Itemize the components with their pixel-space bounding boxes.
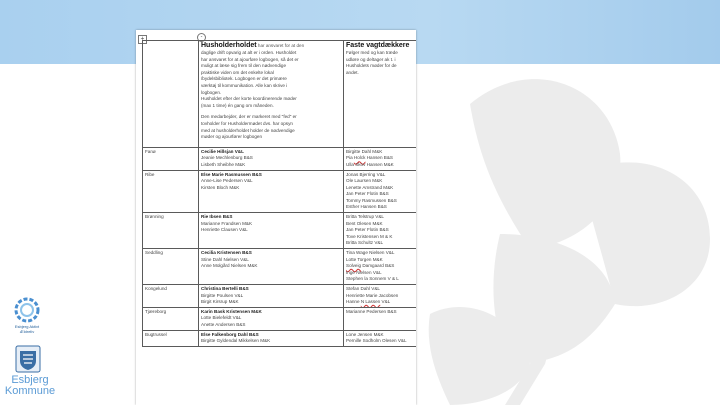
name-part: Hansen B&S <box>365 155 394 161</box>
name-part: Britta Telstrup V&L <box>346 214 384 220</box>
name-part: Tina Wage Nielsen V&L <box>346 250 395 256</box>
subs-cell <box>344 213 417 249</box>
text-line: /bydelsbibliotek. Logbogen er det primære <box>201 76 287 82</box>
table-row <box>143 170 417 213</box>
name-part: Jonas Bjerring V&L <box>346 171 386 177</box>
logo-caption: Esbjerg Aktivt Ældreliv <box>14 324 40 334</box>
subs-cell <box>344 249 417 285</box>
holder-name: Marianne Frandsen M&K <box>201 220 253 226</box>
table-row <box>143 249 417 285</box>
name-part: Damgaard B&S <box>361 263 395 269</box>
text-line: med at husholderholdet holder de nødvendige <box>201 127 295 133</box>
location-cell <box>143 170 199 213</box>
table-row <box>143 147 417 170</box>
table-row <box>143 307 417 330</box>
spellcheck-flagged-word: Solveig <box>346 263 362 269</box>
location-name: Seddling <box>145 250 163 256</box>
subs-cell <box>344 147 417 170</box>
substitute-name <box>346 250 416 257</box>
holders-cell <box>199 285 344 308</box>
name-part: Stephen la Sonnem V & L <box>346 276 399 282</box>
name-part: Jan Peter Flotin B&S <box>346 191 389 197</box>
substitute-name <box>346 214 416 221</box>
text-line: værktøj til kommunikation. Alle kan skrive i <box>201 82 288 88</box>
table-header-row <box>143 41 417 148</box>
text-line: muligt at læse sig frem til den nødvendige <box>201 63 287 69</box>
substitute-name <box>346 204 416 211</box>
subs-cell <box>344 170 417 213</box>
holder-name: Jeanie Mechlenburg B&S <box>201 155 253 161</box>
name-part: Stefan Dahl V&L <box>346 286 380 291</box>
substitute-name <box>346 178 416 185</box>
header-left-title: Husholderholdet <box>201 42 257 49</box>
text-line: møder og ajourfører logbogen <box>201 134 263 140</box>
schedule-table <box>142 40 416 347</box>
name-part: Henriette Marie Jacobsen <box>346 292 399 298</box>
text-line: udløre og deltager ak t. i <box>346 56 396 62</box>
substitute-name <box>346 227 416 234</box>
substitute-name <box>346 293 416 300</box>
holder-name: Anne-Lise Pedersen V&L <box>201 178 253 184</box>
name-part: Pernille Sodholm Olesen V&L <box>346 338 407 344</box>
location-name: Ribe <box>145 171 155 177</box>
municipality-name: Esbjerg Kommune <box>4 374 56 397</box>
holders-cell <box>199 249 344 285</box>
substitute-name <box>346 172 416 179</box>
holder-name: Anne Molgård Nielsen M&K <box>201 263 258 269</box>
location-cell <box>143 249 199 285</box>
holder-name: Birgit Kirsrup M&K <box>201 299 239 305</box>
holder-lead-name: Christina Bertelli B&S <box>201 286 249 291</box>
leaf-decoration-icon <box>410 64 720 405</box>
object-anchor-icon[interactable]: - <box>197 33 206 42</box>
header-right-title: Faste vagtdækkere <box>346 42 410 49</box>
substitute-name <box>346 162 416 169</box>
holder-lead-name: Else Falkenborg Dahl B&S <box>201 331 259 337</box>
holder-name: Birgitte Poulsen V&L <box>201 292 244 298</box>
holder-lead-name: Rie Ibsen B&S <box>201 214 233 220</box>
text-line: Husholdets møder for de <box>346 63 397 69</box>
substitute-name <box>346 240 416 247</box>
holder-lead-name: Cecilia Kristensen B&S <box>201 250 252 256</box>
text-line: (max 1 time) én gang om måneden. <box>201 102 274 108</box>
name-part: Ulla Skov Hansen M&K <box>346 161 394 167</box>
name-part: Lotte Torgen M&K <box>346 256 383 262</box>
name-part: Tove Kristensen M & K <box>346 233 393 239</box>
name-part: V&L <box>380 299 391 305</box>
substitute-name <box>346 149 416 156</box>
subs-cell <box>344 307 417 330</box>
name-part: Esther Hansen B&S <box>346 204 387 210</box>
substitute-name <box>346 155 416 162</box>
location-name: Brønning <box>145 214 164 220</box>
text-line: logbogen. <box>201 89 222 95</box>
header-left-cell <box>199 41 344 148</box>
holder-name: Kirsten Bloch M&K <box>201 184 240 190</box>
holder-name: Stine Dahl Nielsen V&L <box>201 256 249 262</box>
text-line: andet. <box>346 69 359 75</box>
holders-cell <box>199 213 344 249</box>
table-row <box>143 285 417 308</box>
text-line: praktiske viden om det enkelte lokal <box>201 69 274 75</box>
name-part: Britta Schultz V&L <box>346 240 384 246</box>
location-name: Kongelund <box>145 286 167 291</box>
location-cell <box>143 330 199 346</box>
location-cell <box>143 147 199 170</box>
substitute-name <box>346 263 416 270</box>
subs-cell <box>344 285 417 308</box>
name-part: Hanne <box>346 299 361 305</box>
spellcheck-flagged-word: Holck <box>353 155 366 161</box>
table-move-handle-icon[interactable]: + <box>138 35 147 44</box>
location-name: Fanø <box>145 148 156 154</box>
location-name: Bugtrussel <box>145 331 167 337</box>
municipality-crest-icon <box>15 345 41 373</box>
document-page <box>136 30 416 405</box>
substitute-name <box>346 185 416 192</box>
text-line: tovholder for Husholdermødet dvs. har opsyn <box>201 120 293 126</box>
location-cell <box>143 285 199 308</box>
substitute-name <box>346 276 416 283</box>
name-part: Marianne Pedersen B&S <box>346 308 397 314</box>
table-row <box>143 213 417 249</box>
spellcheck-flagged-word: N Lassen <box>360 299 381 305</box>
holder-lead-name: Karin Bask Kristensen M&K <box>201 308 262 314</box>
name-part: Ole Laursen M&K <box>346 178 383 184</box>
header-empty-cell <box>143 41 199 148</box>
substitute-name <box>346 270 416 277</box>
substitute-name <box>346 309 416 316</box>
substitute-name <box>346 332 416 339</box>
table-row <box>143 330 417 346</box>
text-line: daglige drift opvarig at alt er i orden. Husholdet <box>201 50 297 55</box>
text-line: Husholdet efter der korte koordinerende møder <box>201 96 297 102</box>
substitute-name <box>346 191 416 198</box>
substitute-name <box>346 338 416 345</box>
substitute-name <box>346 257 416 264</box>
substitute-name <box>346 198 416 205</box>
holders-cell <box>199 330 344 346</box>
location-name: Tjæreborg <box>145 308 167 314</box>
holders-cell <box>199 170 344 213</box>
holder-name: Lisbeth Sheibhe M&K <box>201 161 246 167</box>
holder-name: Birgitte Gyldendal Mikkelsen M&K <box>201 338 271 344</box>
holder-name: Henriette Clausen V&L <box>201 227 248 233</box>
substitute-name <box>346 286 416 293</box>
substitute-name <box>346 234 416 241</box>
holders-cell <box>199 307 344 330</box>
name-part: Bent Olesen M&K <box>346 220 383 226</box>
header-left-title-rest: har ansvaret for at den <box>256 43 305 48</box>
substitute-name <box>346 221 416 228</box>
location-cell <box>143 307 199 330</box>
name-part: Pia <box>346 155 354 161</box>
subs-cell <box>344 330 417 346</box>
name-part: Lone Jensen M&K <box>346 331 384 337</box>
name-part: Tommy Rasmussen B&S <box>346 197 397 203</box>
text-line: Den medarbejder, der er markeret med "fed" er <box>201 114 297 120</box>
text-line: har ansvaret for at ajourføre logbogen, så det er <box>201 56 299 62</box>
holder-lead-name: Cecilie Hillsjan V&L <box>201 148 244 154</box>
holder-name: Anette Andersen B&S <box>201 321 246 327</box>
name-part: Jan Peter Flotin B&S <box>346 227 389 233</box>
holders-cell <box>199 147 344 170</box>
name-part: Lenette Amstrand M&K <box>346 184 394 190</box>
text-line: Følger med og kan træde <box>346 50 398 55</box>
name-part: Birgitte Dahl M&K <box>346 148 383 154</box>
header-right-cell <box>344 41 417 148</box>
location-cell <box>143 213 199 249</box>
holder-name: Lotte Bielefeldt V&L <box>201 315 242 321</box>
holder-lead-name: Else Marie Rasmussen B&S <box>201 171 262 177</box>
substitute-name <box>346 299 416 306</box>
name-part: Inge Nielsen V&L <box>346 269 382 275</box>
